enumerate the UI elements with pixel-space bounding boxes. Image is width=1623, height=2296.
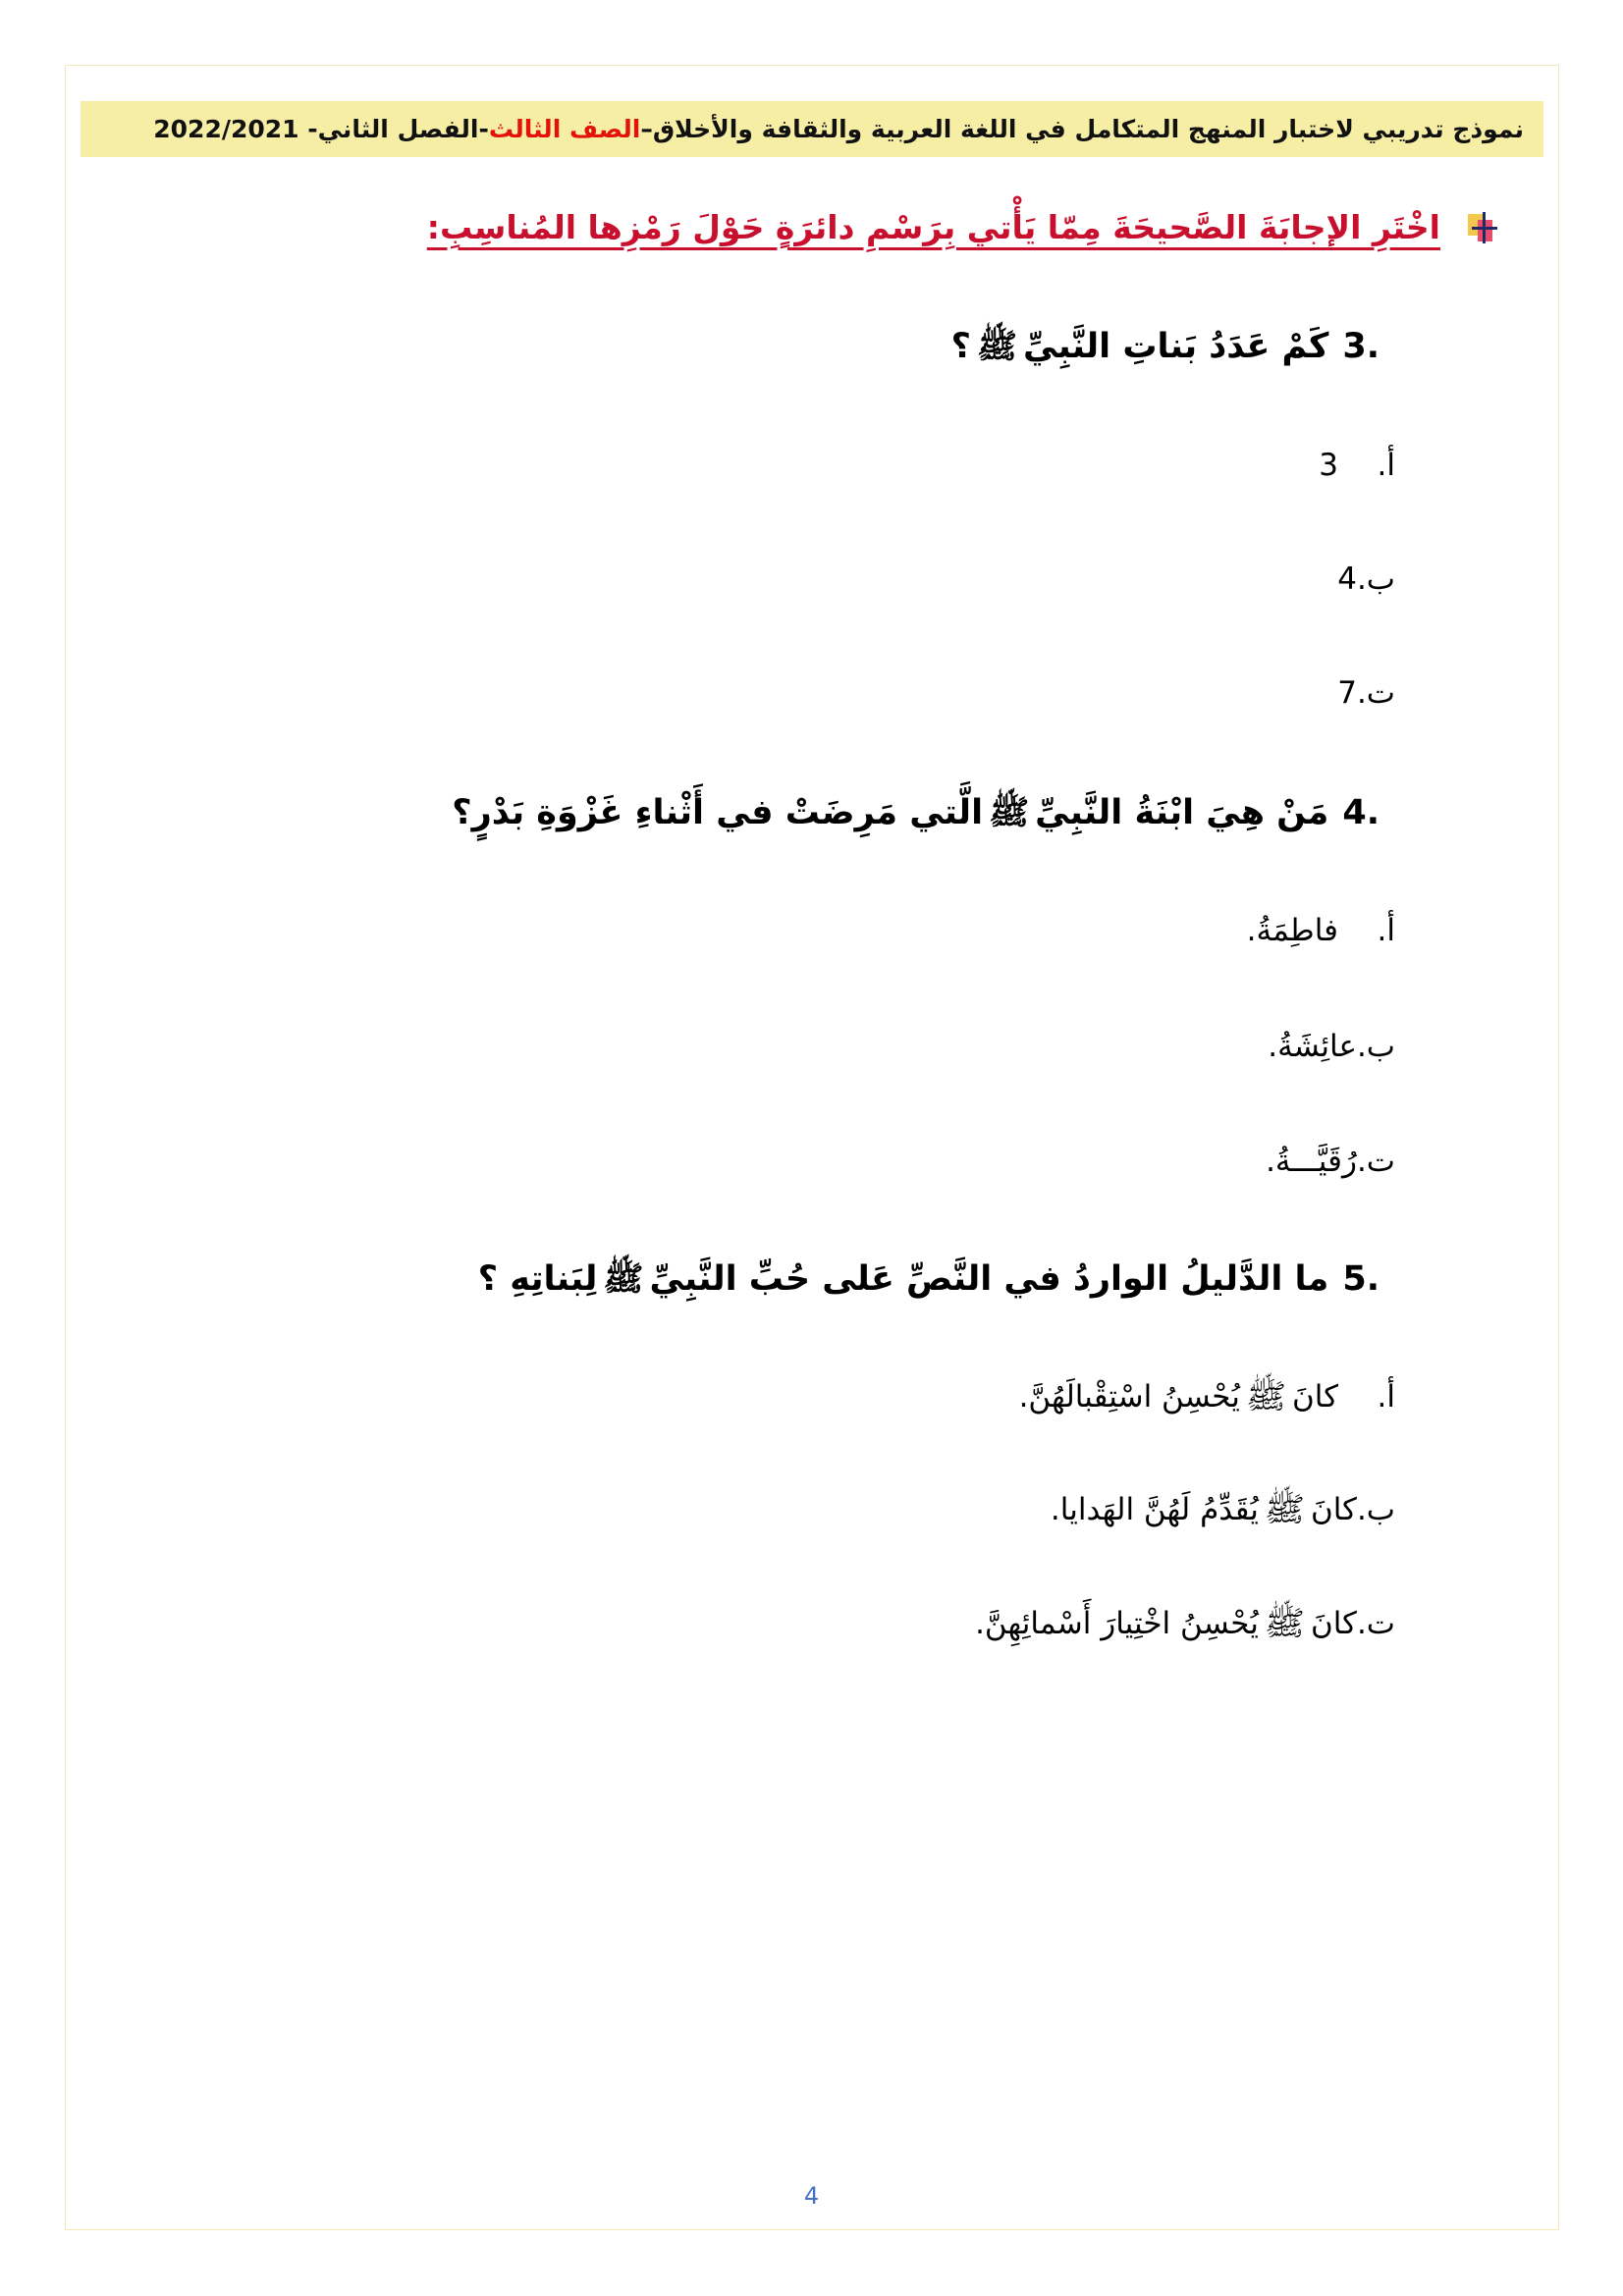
option-letter: أ.	[1377, 1379, 1395, 1415]
saw-symbol: ﷺ	[603, 1259, 644, 1299]
question-text-end: الَّتي مَرِضَتْ في أَثْناءِ غَزْوَةِ بَدْرٍ؟	[452, 793, 984, 832]
saw-symbol: ﷺ	[976, 327, 1018, 366]
option-4b[interactable]	[1268, 1029, 1395, 1064]
option-3a[interactable]	[1319, 448, 1395, 483]
option-text-end: يُقَدِّمُ لَهُنَّ الهَدايا.	[1050, 1492, 1259, 1527]
option-5b[interactable]	[1051, 1492, 1395, 1527]
option-letter: ب.	[1356, 1029, 1395, 1064]
question-5	[478, 1259, 1380, 1299]
option-text: 3	[1319, 448, 1338, 483]
option-text: فاطِمَةُ.	[1246, 913, 1338, 948]
option-text: رُقَيَّـــةُ.	[1266, 1144, 1357, 1179]
question-text: ما الدَّليلُ الواردُ في النَّصِّ عَلى حُبِّ النَّبِيِّ	[649, 1259, 1329, 1299]
option-letter: ب.	[1356, 1492, 1395, 1527]
question-text: كَمْ عَدَدُ بَناتِ النَّبِيِّ	[1023, 327, 1329, 366]
option-text: 4	[1337, 561, 1357, 597]
option-text: عائِشَةُ.	[1268, 1029, 1357, 1064]
question-text: مَنْ هِيَ ابْنَةُ النَّبِيِّ	[1035, 793, 1329, 832]
page-number: 4	[803, 2182, 820, 2210]
option-5a[interactable]	[1019, 1379, 1395, 1415]
option-text-end: يُحْسِنُ اسْتِقْبالَهُنَّ.	[1018, 1379, 1240, 1415]
option-text: 7	[1337, 675, 1357, 711]
header-bar	[81, 101, 1543, 157]
saw-symbol: ﷺ	[989, 793, 1030, 832]
option-letter: ت.	[1356, 1144, 1395, 1179]
option-text-end: يُحْسِنُ اخْتِيارَ أَسْمائِهِنَّ.	[975, 1606, 1259, 1641]
question-4	[452, 793, 1380, 832]
header-term-year: -الفصل الثاني- 2022/2021	[153, 115, 489, 143]
option-4a[interactable]	[1247, 913, 1395, 948]
question-3	[951, 327, 1380, 366]
cross-bullet-icon	[1466, 210, 1501, 245]
option-4c[interactable]	[1266, 1144, 1395, 1179]
instruction-text: اخْتَرِ الإجابَةَ الصَّحيحَةَ مِمّا يَأْتي بِرَسْمِ دائرَةٍ حَوْلَ رَمْزِها المُناسِبِ:	[426, 208, 1440, 246]
saw-symbol: ﷺ	[1264, 1604, 1305, 1643]
question-number: 4.	[1342, 793, 1380, 832]
option-text: كانَ	[1292, 1379, 1338, 1415]
header-title: نموذج تدريبي لاختبار المنهج المتكامل في اللغة العربية والثقافة والأخلاق–	[640, 115, 1524, 143]
saw-symbol: ﷺ	[1245, 1377, 1287, 1416]
question-text-end: لِبَناتِهِ ؟	[477, 1259, 598, 1299]
option-text: كانَ	[1310, 1606, 1357, 1641]
option-letter: ت.	[1356, 1606, 1395, 1641]
option-letter: ت.	[1356, 675, 1395, 711]
saw-symbol: ﷺ	[1264, 1490, 1305, 1529]
option-letter: أ.	[1377, 913, 1395, 948]
option-text: كانَ	[1310, 1492, 1357, 1527]
instruction	[427, 208, 1501, 246]
option-3c[interactable]	[1337, 675, 1395, 711]
header-grade: الصف الثالث	[488, 115, 641, 143]
question-text-end: ؟	[950, 327, 971, 366]
option-3b[interactable]	[1337, 561, 1395, 597]
question-number: 3.	[1342, 327, 1380, 366]
option-letter: ب.	[1356, 561, 1395, 597]
question-number: 5.	[1342, 1259, 1380, 1299]
option-letter: أ.	[1377, 448, 1395, 483]
option-5c[interactable]	[975, 1606, 1395, 1641]
